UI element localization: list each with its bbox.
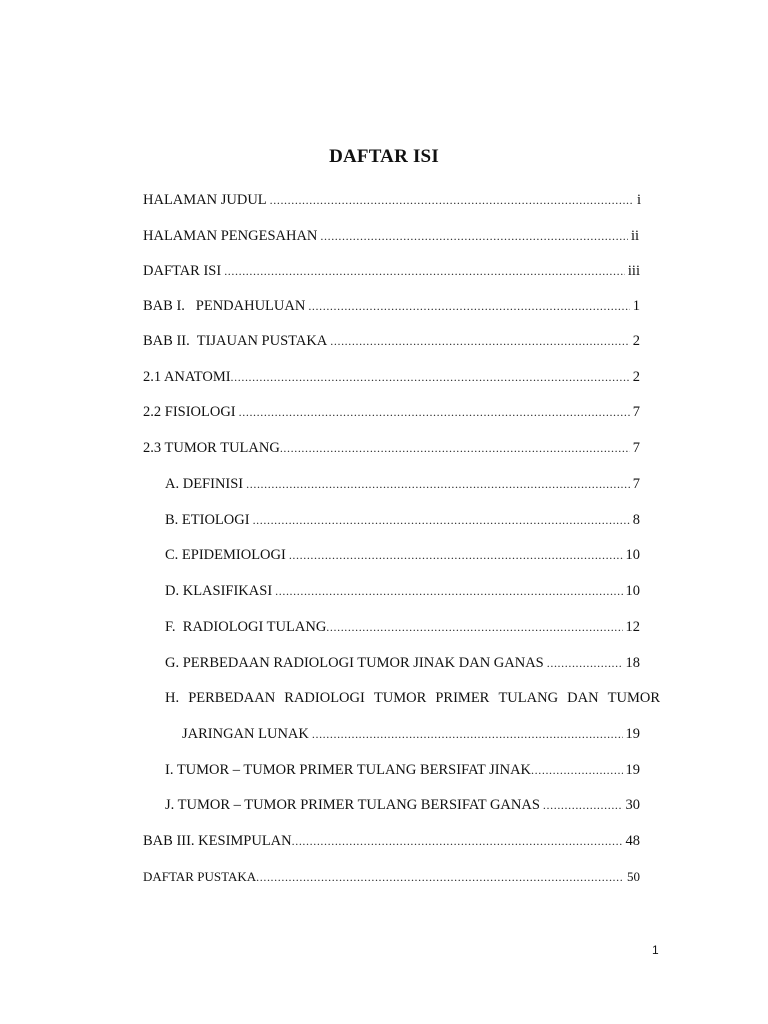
toc-label: G. PERBEDAAN RADIOLOGI TUMOR JINAK DAN GANAS — [165, 655, 544, 671]
toc-leader-dots — [270, 191, 634, 209]
toc-row — [143, 868, 640, 886]
toc-page-number: ii — [630, 228, 639, 244]
toc-page-number: 7 — [632, 404, 640, 420]
toc-page-number: 7 — [632, 440, 640, 456]
toc-label: A. DEFINISI — [165, 476, 244, 492]
toc-row — [143, 227, 639, 245]
toc-row — [143, 332, 640, 350]
toc-page-number: 8 — [632, 512, 640, 528]
toc-row — [165, 796, 640, 814]
page-number: 1 — [652, 943, 659, 957]
toc-label: F. RADIOLOGI TULANG — [165, 619, 327, 635]
toc-label: BAB III. KESIMPULAN — [143, 833, 292, 849]
toc-page-number: 10 — [625, 547, 640, 563]
toc-label: B. ETIOLOGI — [165, 512, 250, 528]
toc-row — [165, 654, 640, 672]
toc-label-word: TUMOR — [607, 690, 660, 706]
toc-page-number: 12 — [625, 619, 640, 635]
toc-leader-dots — [246, 475, 630, 493]
toc-row — [165, 546, 640, 564]
toc-row — [143, 297, 640, 315]
toc-label: DAFTAR ISI — [143, 263, 222, 279]
toc-row — [143, 368, 640, 386]
toc-leader-dots — [280, 439, 630, 457]
toc-page-number: 7 — [632, 476, 640, 492]
toc-row — [143, 403, 640, 421]
toc-page-number: 50 — [627, 869, 640, 884]
toc-leader-dots — [531, 761, 622, 779]
toc-page-number: 19 — [625, 762, 640, 778]
toc-label: I. TUMOR – TUMOR PRIMER TULANG BERSIFAT JINAK — [165, 762, 532, 778]
toc-row — [165, 761, 640, 779]
toc-leader-dots — [239, 403, 630, 421]
toc-leader-dots — [292, 832, 623, 850]
toc-label: 2.3 TUMOR TULANG — [143, 440, 280, 456]
toc-label: BAB II. TIJAUAN PUSTAKA — [143, 333, 328, 349]
toc-label: D. KLASIFIKASI — [165, 583, 273, 599]
toc-leader-dots — [224, 262, 625, 280]
toc-leader-dots — [275, 582, 622, 600]
toc-label: C. EPIDEMIOLOGI — [165, 547, 286, 563]
toc-page-number: 30 — [625, 797, 640, 813]
toc-label: HALAMAN JUDUL — [143, 192, 267, 208]
toc-row — [143, 832, 640, 850]
toc-row-wrapped-heading — [165, 689, 660, 707]
toc-row — [165, 618, 640, 636]
toc-row — [165, 582, 640, 600]
toc-label: 2.2 FISIOLOGI — [143, 404, 236, 420]
toc-label-word: H. — [165, 690, 180, 706]
toc-leader-dots — [308, 297, 629, 315]
toc-leader-dots — [289, 546, 623, 564]
toc-page-number: 48 — [625, 833, 640, 849]
toc-leader-dots — [253, 511, 630, 529]
toc-label: HALAMAN PENGESAHAN — [143, 228, 318, 244]
toc-label: 2.1 ANATOMI — [143, 369, 231, 385]
toc-page-number: iii — [627, 263, 640, 279]
toc-row — [143, 191, 641, 209]
toc-label-word: TUMOR — [373, 690, 427, 706]
toc-label: BAB I. PENDAHULUAN — [143, 298, 306, 314]
page-title: DAFTAR ISI — [329, 146, 439, 167]
toc-label-word: RADIOLOGI — [284, 690, 365, 706]
toc-leader-dots — [256, 868, 624, 886]
toc-page-number: 2 — [632, 333, 640, 349]
toc-page-number: 19 — [625, 726, 640, 742]
toc-leader-dots — [547, 654, 623, 672]
toc-leader-dots — [330, 332, 629, 350]
toc-leader-dots — [231, 368, 630, 386]
toc-leader-dots — [326, 618, 622, 636]
toc-row — [182, 725, 640, 743]
toc-leader-dots — [543, 796, 623, 814]
toc-label: JARINGAN LUNAK — [182, 726, 309, 742]
toc-row — [143, 262, 640, 280]
toc-leader-dots — [320, 227, 628, 245]
toc-page-number: 1 — [632, 298, 640, 314]
toc-row — [165, 511, 640, 529]
toc-label-word: PRIMER — [435, 690, 490, 706]
toc-page-number: 10 — [625, 583, 640, 599]
toc-label-word: PERBEDAAN — [188, 690, 276, 706]
toc-row — [165, 475, 640, 493]
toc-row — [143, 439, 640, 457]
toc-page-number: i — [636, 192, 641, 208]
toc-label: DAFTAR PUSTAKA — [143, 869, 257, 884]
toc-label-word: DAN — [567, 690, 599, 706]
toc-page-number: 2 — [632, 369, 640, 385]
toc-leader-dots — [312, 725, 623, 743]
toc-label: J. TUMOR – TUMOR PRIMER TULANG BERSIFAT GANAS — [165, 797, 540, 813]
toc-label-word: TULANG — [498, 690, 559, 706]
toc-page-number: 18 — [625, 655, 640, 671]
